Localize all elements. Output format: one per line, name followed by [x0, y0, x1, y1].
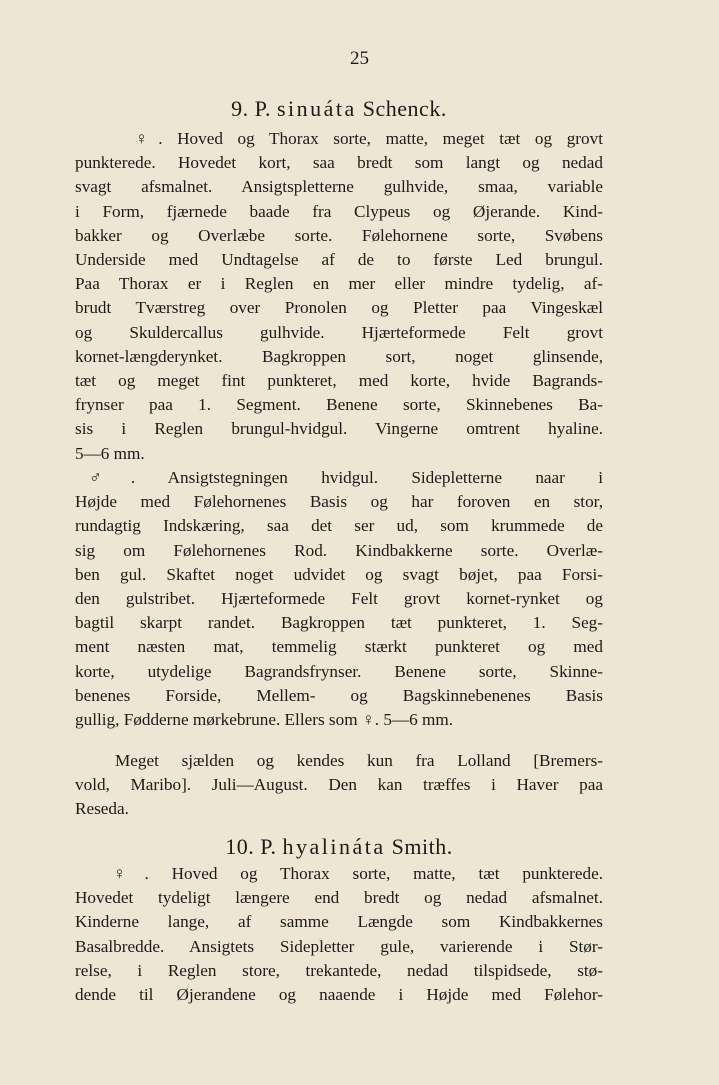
text-line: svagt afsmalnet. Ansigtspletterne gulhvide, smaa, variable: [75, 177, 603, 197]
text-line: sig om Følehornenes Rod. Kindbakkerne sorte. Overlæ-: [75, 540, 603, 560]
male-description-9: [75, 466, 603, 732]
female-description-9: [75, 127, 603, 466]
text-line: ben gul. Skaftet noget udvidet og svagt bøjet, paa Forsi-: [75, 564, 603, 584]
text-line: sis i Reglen brungul-hvidgul. Vingerne omtrent hyaline.: [75, 419, 603, 439]
page-number: 25: [350, 48, 369, 69]
text-line: ♀. Hoved og Thorax sorte, matte, tæt punkterede.: [113, 864, 603, 883]
text-line: gullig, Fødderne mørkebrune. Ellers som ♀. 5—6 mm.: [75, 710, 454, 730]
text-line: rundagtig Indskæring, saa det ser ud, som krummede de: [75, 516, 603, 536]
species-heading-10: [75, 834, 603, 860]
species-name: hyalináta: [282, 834, 386, 859]
text-line: bakker og Overlæbe sorte. Følehornene sorte, Svøbens: [75, 225, 603, 245]
text-line: ♂. Ansigtstegningen hvidgul. Sidepletterne naar i: [89, 468, 603, 487]
text-line: benenes Forside, Mellem- og Bagskinnebenenes Basis: [75, 685, 603, 705]
female-description-10: [75, 862, 603, 1007]
text-line: Hovedet tydeligt længere end bredt og nedad afsmalnet.: [75, 888, 603, 908]
text-line: Underside med Undtagelse af de to første Led brungul.: [75, 250, 603, 270]
text-line: ment næsten mat, temmelig stærkt punkteret og med: [75, 637, 603, 657]
species-heading-9: [75, 96, 603, 122]
text-line: ♀. Hoved og Thorax sorte, matte, meget tæt og grovt: [135, 129, 603, 148]
text-line: brudt Tværstreg over Pronolen og Pletter paa Vingeskæl: [75, 298, 603, 318]
text-line: Meget sjælden og kendes kun fra Lolland [Bremers-: [115, 751, 603, 770]
text-line: frynser paa 1. Segment. Benene sorte, Skinnebenes Ba-: [75, 395, 603, 415]
species-number: 10. P.: [225, 834, 277, 859]
text-line: relse, i Reglen store, trekantede, nedad tilspidsede, stø-: [75, 960, 603, 980]
text-line: Kinderne lange, af samme Længde som Kindbakkernes: [75, 912, 603, 932]
text-line: Paa Thorax er i Reglen en mer eller mindre tydelig, af-: [75, 274, 603, 294]
text-line: punkterede. Hovedet kort, saa bredt som langt og nedad: [75, 153, 603, 173]
distribution-note-9: [75, 749, 603, 822]
text-line: og Skuldercallus gulhvide. Hjærteformede Felt grovt: [75, 322, 603, 342]
text-line: vold, Maribo]. Juli—August. Den kan træffes i Haver paa: [75, 775, 603, 795]
text-line: Reseda.: [75, 799, 129, 819]
text-line: dende til Øjerandene og naaende i Højde med Følehor-: [75, 985, 603, 1005]
text-line: den gulstribet. Hjærteformede Felt grovt kornet-rynket og: [75, 589, 603, 609]
text-line: i Form, fjærnede baade fra Clypeus og Øjerande. Kind-: [75, 201, 603, 221]
species-author: Smith.: [391, 834, 453, 859]
text-line: Basalbredde. Ansigtets Sidepletter gule, varierende i Stør-: [75, 936, 603, 956]
text-line: bagtil skarpt randet. Bagkroppen tæt punkteret, 1. Seg-: [75, 613, 603, 633]
text-line: kornet-længderynket. Bagkroppen sort, noget glinsende,: [75, 346, 603, 366]
text-line: korte, utydelige Bagrandsfrynser. Benene sorte, Skinne-: [75, 661, 603, 681]
species-number: 9. P.: [231, 96, 271, 121]
species-name: sinuáta: [276, 96, 357, 121]
species-author: Schenck.: [362, 96, 447, 121]
text-line: Højde med Følehornenes Basis og har foroven en stor,: [75, 492, 603, 512]
text-line: tæt og meget fint punkteret, med korte, hvide Bagrands-: [75, 371, 603, 391]
text-line: 5—6 mm.: [75, 443, 145, 463]
